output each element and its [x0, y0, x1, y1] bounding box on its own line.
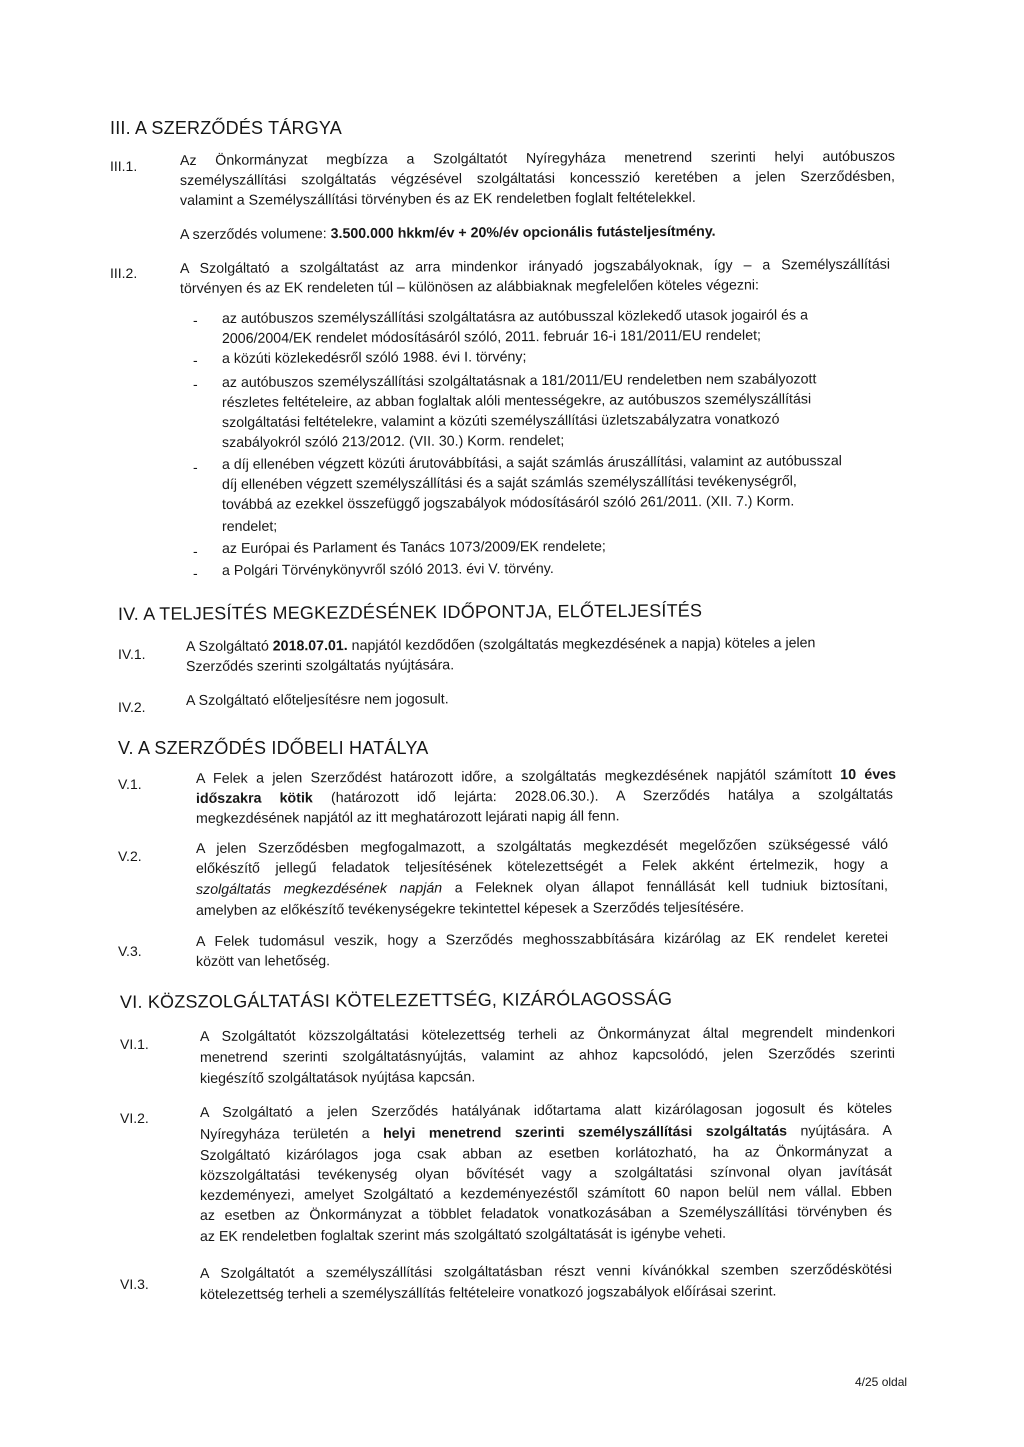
list-item-line: az autóbuszos személyszállítási szolgáltatásnak a 181/2011/EU rendeletben nem szabályozott — [221, 371, 817, 391]
list-item-line: az Európai és Parlament és Tanács 1073/2009/EK rendelete; — [221, 538, 606, 557]
clause-number-v-1: V.1. — [118, 776, 142, 792]
list-item-line: a díj ellenében végzett közúti árutovábbítási, a saját számlás áruszállítási, valamint az autóbusszal — [221, 453, 842, 473]
clause-text-line: Szerződés szerinti szolgáltatás nyújtására. — [185, 657, 455, 675]
clause-text-line: A Szolgáltató a jelen Szerződés hatályának időtartama alatt kizárólagosan jogosult és köteles — [199, 1100, 893, 1121]
list-item-line: továbbá az ezekkel összefüggő jogszabályok módosításáról szóló 261/2011. (XII. 7.) Korm. — [221, 493, 795, 513]
text-fragment: A Felek a jelen Szerződést határozott időre, a szolgáltatás megkezdésének napjától számított — [195, 767, 841, 787]
duration: 10 éves — [840, 766, 897, 784]
text-fragment: (határozott idő lejárta: 2028.06.30.). A Szerződés hatálya a szolgáltatás — [312, 786, 894, 807]
clause-text-line: az EK rendeletben foglaltak szerint más szolgáltató szolgáltatását is igénybe veheti. — [199, 1225, 727, 1245]
clause-text-line — [196, 766, 896, 788]
text-fragment: nyújtására. A — [786, 1122, 893, 1140]
clause-number-iii-2: III.2. — [110, 265, 138, 281]
clause-text-line: menetrend szerinti szolgáltatásnyújtás, valamint az ahhoz kapcsolódó, jelen Szerződés szerinti — [199, 1045, 896, 1066]
duration-period: időszakra kötik — [195, 790, 313, 807]
clause-text-line: A Felek tudomásul veszik, hogy a Szerződés meghosszabbítására kizárólag az EK rendelet keretei — [195, 929, 889, 950]
start-date: 2018.07.01. — [272, 638, 348, 655]
clause-text-line: A Szolgáltató előteljesítésre nem jogosult. — [185, 691, 449, 709]
emphasis-text: szolgáltatás megkezdésének napján — [195, 880, 443, 898]
text-fragment: napjától kezdődően (szolgáltatás megkezdésének a napja) köteles a jelen — [347, 635, 816, 655]
section-heading-iv: IV. A TELJESÍTÉS MEGKEZDÉSÉNEK IDŐPONTJA, ELŐTELJESÍTÉS — [117, 600, 703, 624]
list-bullet: - — [193, 352, 198, 368]
section-heading-v: V. A SZERZŐDÉS IDŐBELI HATÁLYA — [118, 738, 429, 758]
clause-text-line: Szolgáltató kizárólagos joga csak abban az esetben korlátozható, ha az Önkormányzat a — [199, 1143, 893, 1164]
list-item-line: szolgáltatási feltételekre, valamint a közúti személyszállítási üzletszabályzatra vonatkozó — [221, 411, 780, 431]
clause-text-line: személyszállítási szolgáltatás végzésével szolgáltatási koncesszió keretében a jelen Szerződésben, — [179, 168, 896, 189]
list-bullet: - — [193, 543, 198, 559]
clause-text-line — [200, 1122, 892, 1144]
contract-volume — [180, 223, 716, 244]
list-item-line: szabályokról szóló 213/2012. (VII. 30.) Korm. rendelet; — [221, 432, 565, 451]
clause-text-line: kötelezettség terheli a személyszállítás feltételeire vonatkozó jogszabályok előírásai szerint. — [199, 1283, 777, 1303]
clause-text-line: valamint a Személyszállítási törvényben és az EK rendeletben foglalt feltételekkel. — [179, 189, 696, 209]
clause-text-line: közszolgáltatási tevékenység olyan bővítését vagy a szolgáltatási színvonal olyan javítását — [199, 1163, 893, 1184]
clause-number-v-3: V.3. — [118, 943, 142, 959]
clause-text-line: törvényen és az EK rendeleten túl – különösen az alábbiaknak megfelelően köteles végezni: — [179, 277, 759, 297]
service-scope: helyi menetrend szerinti személyszállítási szolgáltatás — [383, 1123, 788, 1142]
clause-number-vi-2: VI.2. — [120, 1110, 149, 1126]
clause-text-line: kiegészítő szolgáltatások nyújtása kapcsán. — [199, 1069, 476, 1087]
text-fragment: a Feleknek olyan állapot fennállását kell tudniuk biztosítani, — [442, 877, 889, 897]
page-number: 4/25 oldal — [855, 1375, 908, 1389]
text-fragment: A Szolgáltató — [185, 638, 273, 655]
clause-number-iv-1: IV.1. — [118, 646, 146, 662]
clause-text-line — [196, 786, 893, 808]
clause-text-line — [186, 634, 816, 656]
clause-number-vi-3: VI.3. — [120, 1276, 149, 1292]
clause-text-line: között van lehetőség. — [195, 953, 331, 970]
clause-text-line: előkészítő jellegű feladatok teljesítésének kötelezettségét a Felek akként értelmezik, hogy a — [195, 856, 889, 877]
clause-number-v-2: V.2. — [118, 848, 142, 864]
list-item-line: rendelet; — [221, 518, 278, 535]
list-item-line: az autóbuszos személyszállítási szolgáltatásra az autóbusszal közlekedő utasok jogairól és a — [221, 307, 808, 327]
clause-text-line: A Szolgáltatót a személyszállítási szolgáltatásban részt venni kívánókkal szemben szerződéskötési — [199, 1261, 893, 1282]
list-item-line: részletes feltételeire, az abban foglaltak alóli mentességekre, az autóbuszos személyszállítási — [221, 391, 812, 411]
section-heading-iii: III. A SZERZŐDÉS TÁRGYA — [110, 118, 342, 138]
clause-text-line: A jelen Szerződésben megfogalmazott, a szolgáltatás megkezdését megelőzően szükségessé váló — [195, 836, 889, 857]
list-bullet: - — [193, 376, 198, 392]
list-bullet: - — [193, 459, 198, 475]
contract-volume-label: A szerződés volumene: — [179, 226, 331, 243]
clause-number-iii-1: III.1. — [110, 158, 138, 174]
list-bullet: - — [193, 565, 198, 581]
clause-text-line: megkezdésének napjától az itt meghatározott lejárati napig áll fenn. — [195, 808, 620, 827]
clause-text-line: amelyben az előkészítő tevékenységekre tekintettel képesek a Szerződés teljesítésére. — [195, 899, 745, 919]
section-heading-vi: VI. KÖZSZOLGÁLTATÁSI KÖTELEZETTSÉG, KIZÁRÓLAGOSSÁG — [119, 988, 673, 1012]
list-item-line: 2006/2004/EK rendelet módosításáról szóló, 2011. február 16-i 181/2011/EU rendelet; — [221, 327, 761, 347]
clause-number-iv-2: IV.2. — [118, 699, 146, 715]
list-item-line: a Polgári Törvénykönyvről szóló 2013. évi V. törvény. — [221, 560, 554, 579]
contract-volume-value: 3.500.000 hkkm/év + 20%/év opcionális futásteljesítmény. — [330, 223, 716, 243]
text-fragment: Nyíregyháza területén a — [199, 1125, 384, 1143]
list-item-line: a közúti közlekedésről szóló 1988. évi I. törvény; — [221, 349, 527, 367]
clause-text-line: kezdeményezi, amelyet Szolgáltató a kezdeményezéstől számított 60 napon belül nem vállal. Ebben — [199, 1183, 893, 1204]
clause-text-line — [196, 877, 888, 899]
clause-text-line: A Szolgáltató a szolgáltatást az arra mindenkor irányadó jogszabályoknak, így – a Személyszállítási — [179, 256, 891, 277]
clause-number-vi-1: VI.1. — [120, 1036, 149, 1052]
clause-text-line: Az Önkormányzat megbízza a Szolgáltatót Nyíregyháza menetrend szerinti helyi autóbuszos — [179, 148, 896, 169]
clause-text-line: az esetben az Önkormányzat a többlet feladatok vonatkozásában a Személyszállítási törvényben és — [199, 1203, 893, 1224]
list-bullet: - — [193, 312, 198, 328]
clause-text-line: A Szolgáltatót közszolgáltatási kötelezettség terheli az Önkormányzat által megrendelt mindenkori — [199, 1024, 896, 1045]
list-item-line: díj ellenében végzett személyszállítási és a saját számlás személyszállítási tevékenységről, — [221, 473, 797, 493]
